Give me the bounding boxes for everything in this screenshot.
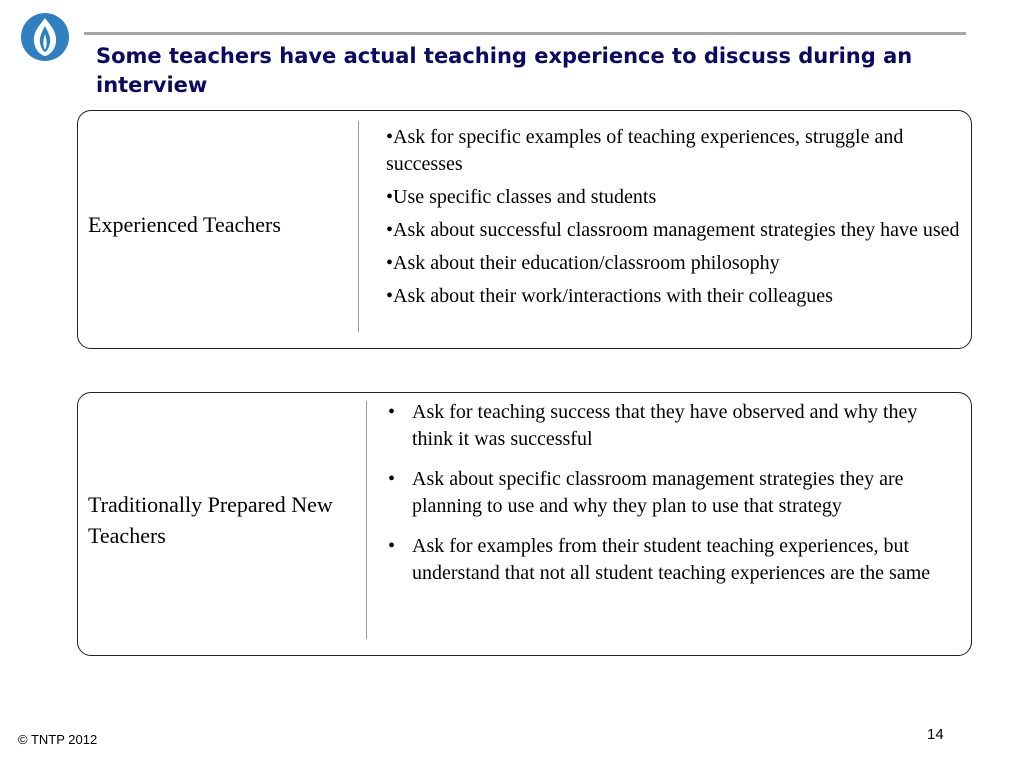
list-item: •Use specific classes and students [386, 186, 657, 208]
bullet-glyph: • [388, 401, 396, 423]
list-item: •Ask about their education/classroom philosophy [386, 252, 780, 274]
new-teachers-bullet-list [388, 399, 958, 600]
list-item [388, 466, 958, 520]
list-item-text: Ask for teaching success that they have observed and why they think it was successful [412, 401, 918, 450]
experienced-teachers-panel [77, 110, 972, 349]
tntp-flame-logo-icon [17, 12, 73, 62]
list-item-text: Ask for examples from their student teaching experiences, but understand that not all student teaching experiences are the same [412, 535, 931, 584]
new-teachers-panel [77, 392, 972, 656]
section-label-experienced: Experienced Teachers [88, 212, 281, 237]
list-item: •Ask for specific examples of teaching experiences, struggle and successes [386, 126, 904, 175]
header-divider [84, 32, 966, 35]
copyright-text: © TNTP 2012 [18, 732, 98, 747]
slide-title: Some teachers have actual teaching experience to discuss during an interview [96, 44, 913, 97]
list-item [388, 533, 958, 587]
list-item: •Ask about successful classroom management strategies they have used [386, 219, 960, 241]
list-item [388, 399, 958, 453]
list-item-text: Ask about specific classroom management strategies they are planning to use and why they plan to use that strategy [412, 468, 904, 517]
experienced-bullet-list [386, 124, 971, 316]
section-label-new-teachers: Traditionally Prepared New Teachers [88, 492, 333, 548]
bullet-glyph: • [388, 468, 396, 490]
bullet-glyph: • [388, 535, 396, 557]
section-divider [366, 401, 367, 639]
list-item: •Ask about their work/interactions with their colleagues [386, 285, 833, 307]
section-divider [358, 121, 359, 332]
page-number: 14 [927, 726, 944, 743]
